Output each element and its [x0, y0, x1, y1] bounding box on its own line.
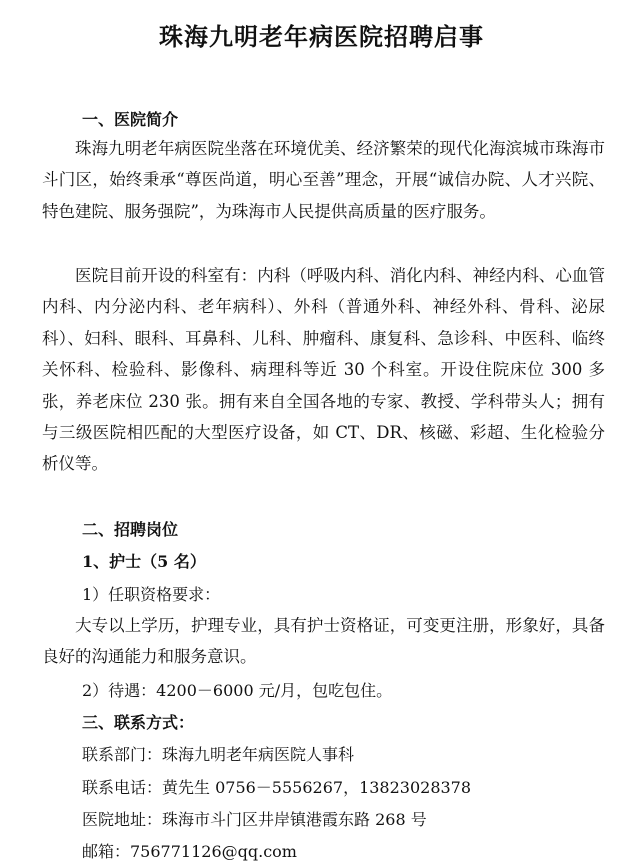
section-heading-intro: 一、医院简介 [82, 110, 179, 129]
intro-paragraph-1: 珠海九明老年病医院坐落在环境优美、经济繁荣的现代化海滨城市珠海市斗门区，始终秉承“尊医尚道，明心至善”理念，开展“诚信办院、人才兴院、特色建院、服务强院”，为珠海市人民提供高质量的医疗服务。 [42, 139, 605, 221]
job-requirements-label: 1）任职资格要求： [82, 585, 221, 604]
job-position-nurse: 1、护士（5 名） [82, 552, 206, 571]
document-title: 珠海九明老年病医院招聘启事 [159, 22, 484, 51]
contact-phone: 联系电话：黄先生 0756－5556267，13823028378 [82, 778, 472, 797]
job-requirements-text: 大专以上学历，护理专业，具有护士资格证，可变更注册，形象好，具备良好的沟通能力和服务意识。 [42, 616, 605, 667]
intro-paragraph-2: 医院目前开设的科室有：内科（呼吸内科、消化内科、神经内科、心血管内科、内分泌内科、老年病科）、外科（普通外科、神经外科、骨科、泌尿科）、妇科、眼科、耳鼻科、儿科、肿瘤科、康复科、急诊科、中医科、临终关怀科、检验科、影像科、病理科等近 30 个科室。开设住院床位 300 多张，养老床位 230 张。拥有来自全国各地的专家、教授、学科带头人；拥有与三级医院相匹配的大型医疗设备，如 CT、DR、核磁、彩超、生化检验分析仪等。 [42, 266, 605, 474]
section-heading-contact: 三、联系方式： [82, 713, 195, 732]
contact-email: 邮箱：756771126@qq.com [82, 842, 297, 861]
job-salary: 2）待遇：4200－6000 元/月，包吃包住。 [82, 681, 393, 700]
contact-address: 医院地址：珠海市斗门区井岸镇港霞东路 268 号 [82, 810, 427, 829]
section-heading-jobs: 二、招聘岗位 [82, 520, 179, 539]
contact-department: 联系部门：珠海九明老年病医院人事科 [82, 745, 355, 764]
